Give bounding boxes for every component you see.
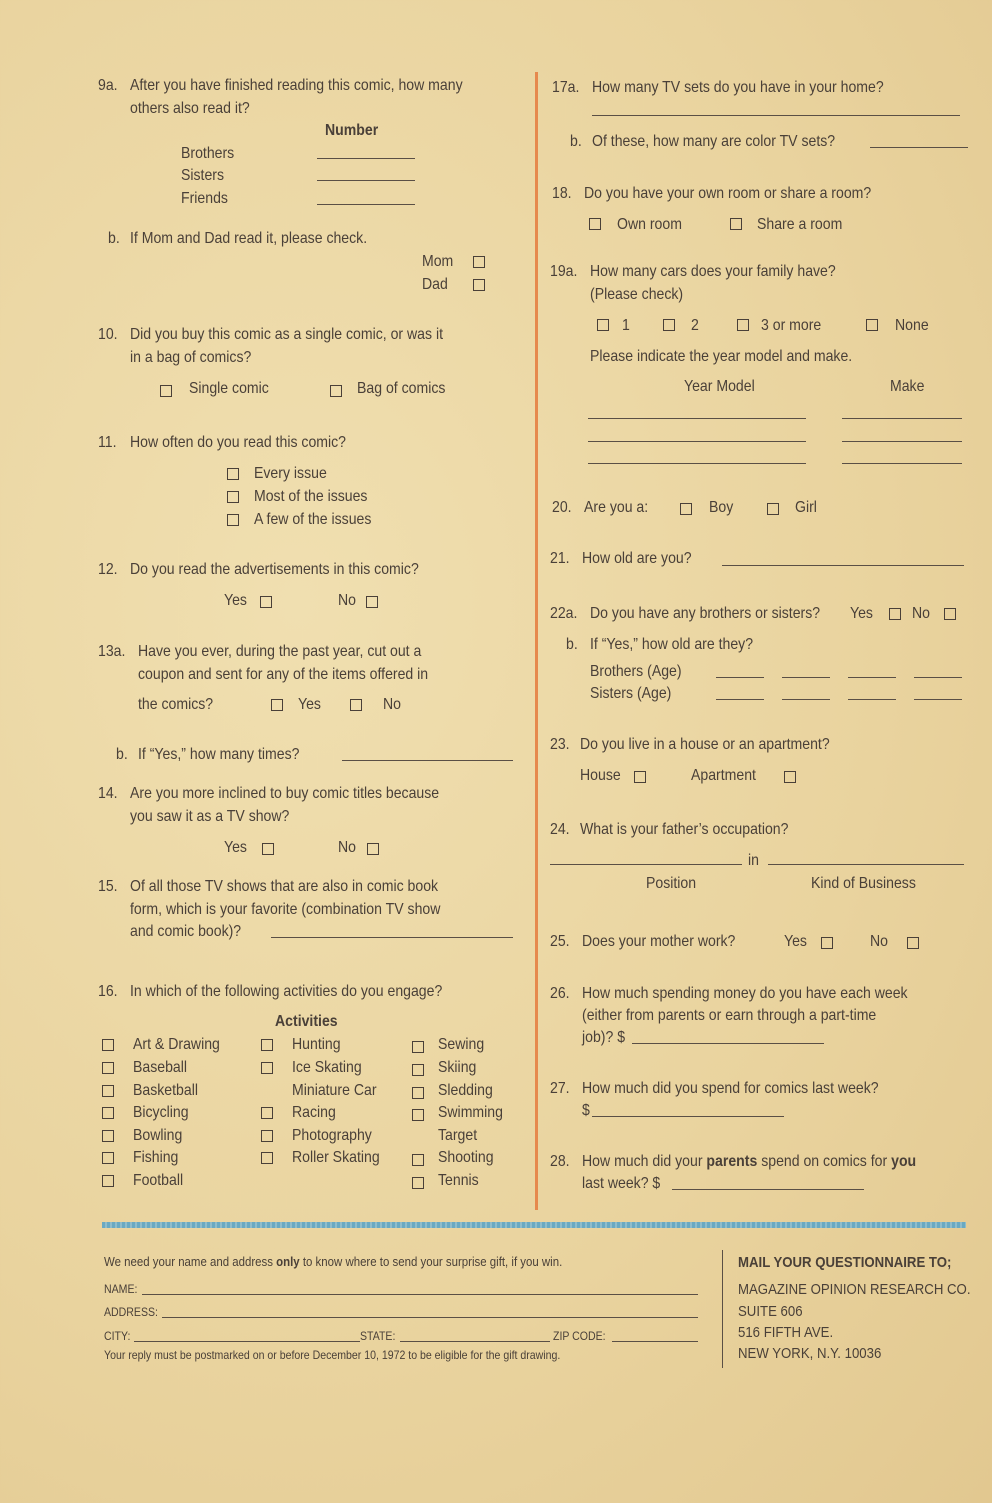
q21-number: 21. bbox=[550, 550, 570, 567]
q24-text: What is your father’s occupation? bbox=[580, 821, 789, 838]
q16-art-checkbox[interactable] bbox=[102, 1039, 114, 1051]
q12-no-checkbox[interactable] bbox=[366, 596, 378, 608]
q13a-no-label: No bbox=[383, 696, 401, 713]
q24-position-label: Position bbox=[646, 875, 697, 892]
footer-state-field[interactable] bbox=[400, 1341, 550, 1342]
q15-text-line3: and comic book)? bbox=[130, 923, 242, 940]
q16-bowling-checkbox[interactable] bbox=[102, 1130, 114, 1142]
footer-deadline: Your reply must be postmarked on or before December 10, 1972 to be eligible for the gift drawing. bbox=[104, 1348, 561, 1362]
q19a-number: 19a. bbox=[550, 263, 578, 280]
q22a-no-checkbox[interactable] bbox=[944, 608, 956, 620]
q16-racing-label: Racing bbox=[292, 1104, 336, 1121]
q16-basketball-label: Basketball bbox=[133, 1082, 198, 1099]
q9a-row-sisters: Sisters bbox=[181, 167, 225, 184]
q16-text: In which of the following activities do you engage? bbox=[130, 983, 443, 1000]
q10-single-label: Single comic bbox=[189, 380, 269, 397]
q13a-text-line3: the comics? bbox=[138, 696, 214, 713]
q22b-sisters-field-3[interactable] bbox=[848, 699, 896, 700]
q16-swimming-label: Swimming bbox=[438, 1104, 503, 1121]
q22a-yes-label: Yes bbox=[850, 605, 873, 622]
q22b-sisters-field-4[interactable] bbox=[914, 699, 962, 700]
q22a-no-label: No bbox=[912, 605, 930, 622]
q9a-text-line1: After you have finished reading this comic, how many bbox=[130, 77, 463, 94]
q25-yes-checkbox[interactable] bbox=[821, 937, 833, 949]
q9a-row-brothers: Brothers bbox=[181, 145, 235, 162]
q18-share-checkbox[interactable] bbox=[730, 218, 742, 230]
q19a-year-field-2[interactable] bbox=[588, 441, 806, 442]
q19a-year-field-3[interactable] bbox=[588, 463, 806, 464]
q27-text-line1: How much did you spend for comics last week? bbox=[582, 1080, 879, 1097]
q13a-yes-checkbox[interactable] bbox=[271, 699, 283, 711]
q16-skiing-checkbox[interactable] bbox=[412, 1064, 424, 1076]
q12-text: Do you read the advertisements in this comic? bbox=[130, 561, 419, 578]
q16-photography-label: Photography bbox=[292, 1127, 372, 1144]
q9a-brothers-field[interactable] bbox=[317, 158, 415, 159]
q17a-text: How many TV sets do you have in your home? bbox=[592, 79, 884, 96]
q16-bowling-label: Bowling bbox=[133, 1127, 183, 1144]
q9a-text-line2: others also read it? bbox=[130, 100, 250, 117]
q15-text-line2: form, which is your favorite (combination TV show bbox=[130, 901, 441, 918]
q11-every-checkbox[interactable] bbox=[227, 468, 239, 480]
q10-single-checkbox[interactable] bbox=[160, 385, 172, 397]
q17a-number: 17a. bbox=[552, 79, 580, 96]
q9b-text: If Mom and Dad read it, please check. bbox=[130, 230, 368, 247]
q16-shooting-checkbox[interactable] bbox=[412, 1154, 424, 1166]
q19a-text-line1: How many cars does your family have? bbox=[590, 263, 836, 280]
q16-iceskating-label: Ice Skating bbox=[292, 1059, 362, 1076]
q25-no-checkbox[interactable] bbox=[907, 937, 919, 949]
q16-baseball-label: Baseball bbox=[133, 1059, 188, 1076]
q27-text-line2: $ bbox=[582, 1102, 590, 1119]
q25-number: 25. bbox=[550, 933, 570, 950]
q19a-make-field-1[interactable] bbox=[842, 418, 962, 419]
q11-most-label: Most of the issues bbox=[254, 488, 368, 505]
q16-fishing-label: Fishing bbox=[133, 1149, 179, 1166]
footer-state-label: STATE: bbox=[360, 1329, 396, 1343]
q19a-2-label: 2 bbox=[691, 317, 699, 334]
q16-target-label: Target bbox=[438, 1127, 478, 1144]
q13b-number: b. bbox=[116, 746, 128, 763]
q16-sewing-label: Sewing bbox=[438, 1036, 485, 1053]
q23-apartment-checkbox[interactable] bbox=[784, 771, 796, 783]
q16-number: 16. bbox=[98, 983, 118, 1000]
mail-line-city: NEW YORK, N.Y. 10036 bbox=[738, 1345, 882, 1362]
q16-sledding-label: Sledding bbox=[438, 1082, 493, 1099]
q19a-1-label: 1 bbox=[622, 317, 630, 334]
q9a-number-header: Number bbox=[325, 122, 379, 139]
q11-text: How often do you read this comic? bbox=[130, 434, 347, 451]
footer-separator bbox=[722, 1250, 723, 1368]
footer-name-label: NAME: bbox=[104, 1282, 138, 1296]
footer-intro: We need your name and address only to know where to send your surprise gift, if you win. bbox=[104, 1254, 563, 1269]
footer-name-field[interactable] bbox=[142, 1294, 698, 1295]
q23-house-checkbox[interactable] bbox=[634, 771, 646, 783]
q24-in-label: in bbox=[748, 852, 759, 869]
q14-yes-label: Yes bbox=[224, 839, 247, 856]
q24-position-field[interactable] bbox=[550, 864, 742, 865]
q28-text-line2: last week? $ bbox=[582, 1175, 661, 1192]
q18-number: 18. bbox=[552, 185, 572, 202]
q16-activities-header: Activities bbox=[275, 1013, 338, 1030]
q17b-number: b. bbox=[570, 133, 582, 150]
q9b-dad-label: Dad bbox=[422, 276, 448, 293]
q12-number: 12. bbox=[98, 561, 118, 578]
q16-bicycling-checkbox[interactable] bbox=[102, 1107, 114, 1119]
q22b-number: b. bbox=[566, 636, 578, 653]
q27-number: 27. bbox=[550, 1080, 570, 1097]
q22b-brothers-field-3[interactable] bbox=[848, 677, 896, 678]
q11-few-label: A few of the issues bbox=[254, 511, 372, 528]
q19a-3more-label: 3 or more bbox=[761, 317, 822, 334]
q16-shooting-label: Shooting bbox=[438, 1149, 494, 1166]
mail-line-company: MAGAZINE OPINION RESEARCH CO. bbox=[738, 1281, 971, 1298]
footer-city-field[interactable] bbox=[134, 1341, 360, 1342]
footer-address-field[interactable] bbox=[162, 1317, 698, 1318]
q16-skiing-label: Skiing bbox=[438, 1059, 477, 1076]
q22b-sisters-label: Sisters (Age) bbox=[590, 685, 672, 702]
q16-baseball-checkbox[interactable] bbox=[102, 1062, 114, 1074]
q28-field[interactable] bbox=[672, 1189, 864, 1190]
q17b-text: Of these, how many are color TV sets? bbox=[592, 133, 836, 150]
q18-share-label: Share a room bbox=[757, 216, 843, 233]
q19a-1-checkbox[interactable] bbox=[597, 319, 609, 331]
q26-text-line2: (either from parents or earn through a part-time bbox=[582, 1007, 877, 1024]
q13a-text-line1: Have you ever, during the past year, cut out a bbox=[138, 643, 422, 660]
q9a-sisters-field[interactable] bbox=[317, 180, 415, 181]
q16-photography-checkbox[interactable] bbox=[261, 1130, 273, 1142]
q16-basketball-checkbox[interactable] bbox=[102, 1085, 114, 1097]
q10-bag-label: Bag of comics bbox=[357, 380, 446, 397]
q14-no-checkbox[interactable] bbox=[367, 843, 379, 855]
q16-racing-checkbox[interactable] bbox=[261, 1107, 273, 1119]
q19a-text-line3: Please indicate the year model and make. bbox=[590, 348, 853, 365]
footer-address-label: ADDRESS: bbox=[104, 1305, 158, 1319]
footer-zip-label: ZIP CODE: bbox=[553, 1329, 606, 1343]
q22a-text: Do you have any brothers or sisters? bbox=[590, 605, 821, 622]
q22b-brothers-field-2[interactable] bbox=[782, 677, 830, 678]
q16-iceskating-checkbox[interactable] bbox=[261, 1062, 273, 1074]
q20-girl-label: Girl bbox=[795, 499, 817, 516]
q9a-number: 9a. bbox=[98, 77, 118, 94]
mail-line-street: 516 FIFTH AVE. bbox=[738, 1324, 834, 1341]
q13a-no-checkbox[interactable] bbox=[350, 699, 362, 711]
q19a-3more-checkbox[interactable] bbox=[737, 319, 749, 331]
q16-fishing-checkbox[interactable] bbox=[102, 1152, 114, 1164]
q14-no-label: No bbox=[338, 839, 356, 856]
q19a-year-field-1[interactable] bbox=[588, 418, 806, 419]
q16-football-label: Football bbox=[133, 1172, 184, 1189]
q11-few-checkbox[interactable] bbox=[227, 514, 239, 526]
q25-text: Does your mother work? bbox=[582, 933, 736, 950]
q9a-friends-field[interactable] bbox=[317, 204, 415, 205]
q16-tennis-label: Tennis bbox=[438, 1172, 479, 1189]
q14-yes-checkbox[interactable] bbox=[262, 843, 274, 855]
q16-miniaturecar-label: Miniature Car bbox=[292, 1082, 377, 1099]
section-divider-bar bbox=[102, 1222, 966, 1228]
q16-hunting-label: Hunting bbox=[292, 1036, 341, 1053]
q19a-none-checkbox[interactable] bbox=[866, 319, 878, 331]
q16-football-checkbox[interactable] bbox=[102, 1175, 114, 1187]
q13a-text-line2: coupon and sent for any of the items offered in bbox=[138, 666, 429, 683]
q25-no-label: No bbox=[870, 933, 888, 950]
q10-text-line1: Did you buy this comic as a single comic, or was it bbox=[130, 326, 444, 343]
q26-text-line3: job)? $ bbox=[582, 1029, 626, 1046]
q19a-year-model-header: Year Model bbox=[684, 378, 755, 395]
q22b-brothers-field-4[interactable] bbox=[914, 677, 962, 678]
q17a-field[interactable] bbox=[592, 115, 960, 116]
q22a-yes-checkbox[interactable] bbox=[889, 608, 901, 620]
q13a-yes-label: Yes bbox=[298, 696, 321, 713]
q23-house-label: House bbox=[580, 767, 621, 784]
q20-girl-checkbox[interactable] bbox=[767, 503, 779, 515]
q22b-sisters-field-2[interactable] bbox=[782, 699, 830, 700]
q13a-number: 13a. bbox=[98, 643, 126, 660]
q22b-brothers-label: Brothers (Age) bbox=[590, 663, 682, 680]
q22b-brothers-field-1[interactable] bbox=[716, 677, 764, 678]
q9b-number: b. bbox=[108, 230, 120, 247]
q24-kind-label: Kind of Business bbox=[811, 875, 916, 892]
q12-yes-label: Yes bbox=[224, 592, 247, 609]
mail-line-suite: SUITE 606 bbox=[738, 1303, 803, 1320]
q22a-number: 22a. bbox=[550, 605, 578, 622]
q24-business-field[interactable] bbox=[768, 864, 964, 865]
q15-field[interactable] bbox=[271, 937, 513, 938]
q19a-make-field-2[interactable] bbox=[842, 441, 962, 442]
q19a-2-checkbox[interactable] bbox=[663, 319, 675, 331]
q20-boy-label: Boy bbox=[709, 499, 734, 516]
q16-sewing-checkbox[interactable] bbox=[412, 1041, 424, 1053]
q21-field[interactable] bbox=[722, 565, 964, 566]
q9b-dad-checkbox[interactable] bbox=[473, 279, 485, 291]
q19a-text-line2: (Please check) bbox=[590, 286, 684, 303]
q14-number: 14. bbox=[98, 785, 118, 802]
q26-text-line1: How much spending money do you have each week bbox=[582, 985, 908, 1002]
q20-number: 20. bbox=[552, 499, 572, 516]
q16-sledding-checkbox[interactable] bbox=[412, 1087, 424, 1099]
q27-field[interactable] bbox=[592, 1116, 784, 1117]
q23-text: Do you live in a house or an apartment? bbox=[580, 736, 830, 753]
q10-bag-checkbox[interactable] bbox=[330, 385, 342, 397]
q17b-field[interactable] bbox=[870, 147, 968, 148]
q25-yes-label: Yes bbox=[784, 933, 807, 950]
q10-number: 10. bbox=[98, 326, 118, 343]
q21-text: How old are you? bbox=[582, 550, 692, 567]
q15-number: 15. bbox=[98, 878, 118, 895]
q19a-make-header: Make bbox=[890, 378, 925, 395]
q16-swimming-checkbox[interactable] bbox=[412, 1109, 424, 1121]
q16-bicycling-label: Bicycling bbox=[133, 1104, 189, 1121]
q11-most-checkbox[interactable] bbox=[227, 491, 239, 503]
q18-text: Do you have your own room or share a room? bbox=[584, 185, 872, 202]
q9b-mom-checkbox[interactable] bbox=[473, 256, 485, 268]
q16-hunting-checkbox[interactable] bbox=[261, 1039, 273, 1051]
q23-number: 23. bbox=[550, 736, 570, 753]
q12-yes-checkbox[interactable] bbox=[260, 596, 272, 608]
column-divider bbox=[535, 72, 538, 1210]
q15-text-line1: Of all those TV shows that are also in comic book bbox=[130, 878, 439, 895]
q16-rollerskating-label: Roller Skating bbox=[292, 1149, 380, 1166]
q22b-text: If “Yes,” how old are they? bbox=[590, 636, 754, 653]
q16-rollerskating-checkbox[interactable] bbox=[261, 1152, 273, 1164]
q18-own-label: Own room bbox=[617, 216, 682, 233]
q20-text: Are you a: bbox=[584, 499, 649, 516]
q14-text-line2: you saw it as a TV show? bbox=[130, 808, 290, 825]
q26-field[interactable] bbox=[632, 1043, 824, 1044]
mail-header: MAIL YOUR QUESTIONNAIRE TO; bbox=[738, 1254, 952, 1271]
q11-every-label: Every issue bbox=[254, 465, 327, 482]
q13b-field[interactable] bbox=[342, 760, 513, 761]
q28-text-line1: How much did your parents spend on comics for you bbox=[582, 1153, 917, 1170]
q9b-mom-label: Mom bbox=[422, 253, 454, 270]
q28-number: 28. bbox=[550, 1153, 570, 1170]
footer-city-label: CITY: bbox=[104, 1329, 131, 1343]
q18-own-checkbox[interactable] bbox=[589, 218, 601, 230]
q26-number: 26. bbox=[550, 985, 570, 1002]
q13b-text: If “Yes,” how many times? bbox=[138, 746, 300, 763]
q11-number: 11. bbox=[98, 434, 117, 451]
footer-zip-field[interactable] bbox=[612, 1341, 698, 1342]
q16-tennis-checkbox[interactable] bbox=[412, 1177, 424, 1189]
q24-number: 24. bbox=[550, 821, 570, 838]
q19a-none-label: None bbox=[895, 317, 929, 334]
q20-boy-checkbox[interactable] bbox=[680, 503, 692, 515]
q23-apartment-label: Apartment bbox=[691, 767, 756, 784]
q14-text-line1: Are you more inclined to buy comic titles because bbox=[130, 785, 440, 802]
q9a-row-friends: Friends bbox=[181, 190, 228, 207]
q10-text-line2: in a bag of comics? bbox=[130, 349, 252, 366]
q16-art-label: Art & Drawing bbox=[133, 1036, 220, 1053]
q22b-sisters-field-1[interactable] bbox=[716, 699, 764, 700]
q19a-make-field-3[interactable] bbox=[842, 463, 962, 464]
q12-no-label: No bbox=[338, 592, 356, 609]
